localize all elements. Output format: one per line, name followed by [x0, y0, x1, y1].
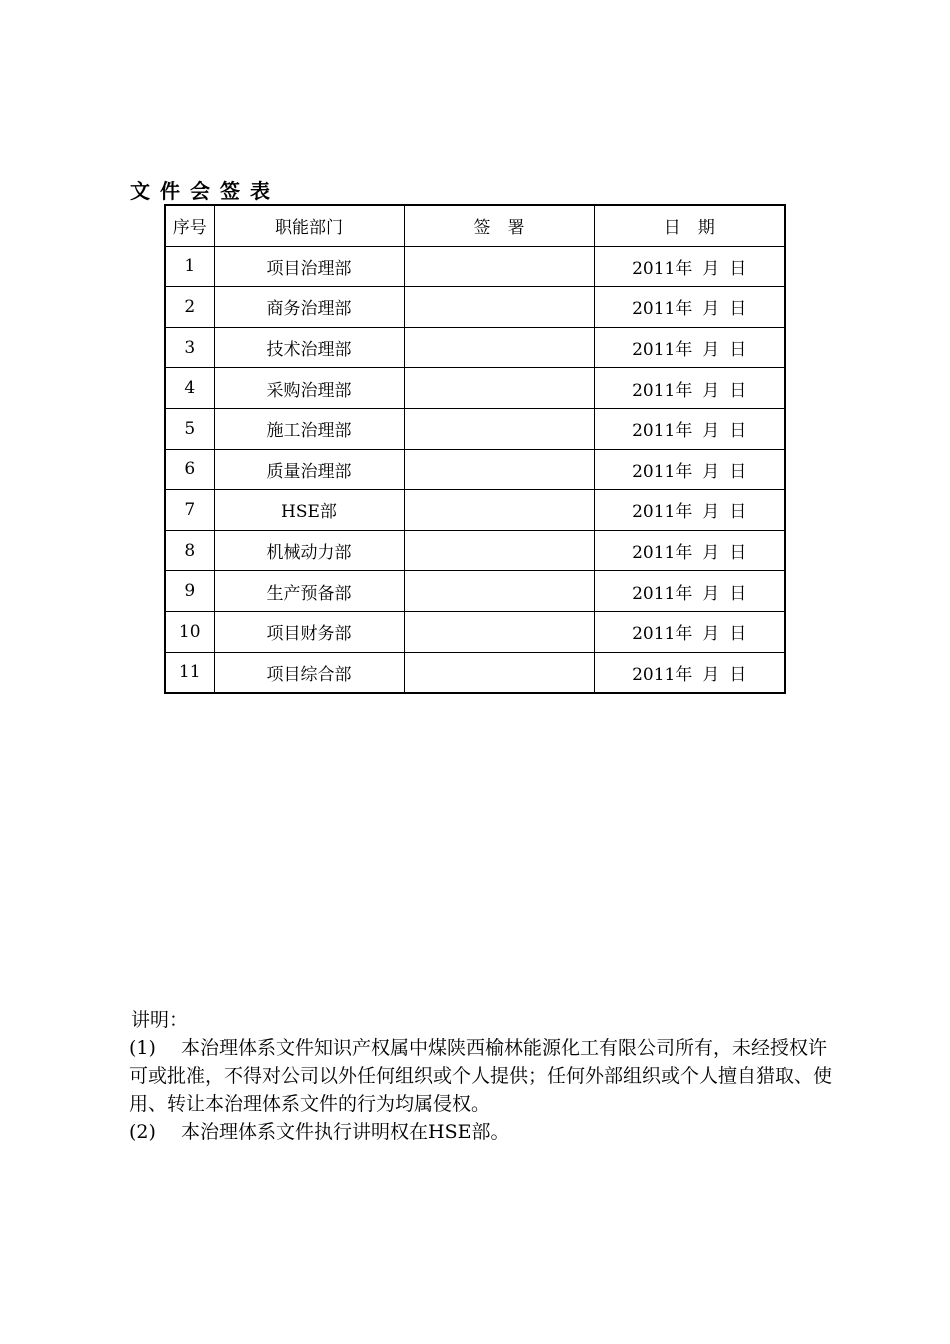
date-year: 2011年 [632, 421, 693, 442]
date-cell[interactable] [594, 327, 785, 368]
note-item-1 [113, 1034, 833, 1118]
signature-cell[interactable] [404, 530, 594, 571]
date-month: 月 [702, 461, 720, 482]
date-day: 日 [729, 502, 747, 523]
date-cell[interactable] [594, 449, 785, 490]
signature-cell[interactable] [404, 571, 594, 612]
date-month: 月 [702, 624, 720, 645]
department-cell: 机械动力部 [214, 530, 404, 571]
date-cell[interactable] [594, 368, 785, 409]
date-month: 月 [702, 299, 720, 320]
date-month: 月 [702, 380, 720, 401]
header-signature: 签 署 [404, 205, 594, 246]
header-department: 职能部门 [214, 205, 404, 246]
notes-label: 讲明： [131, 1009, 189, 1031]
date-year: 2011年 [632, 502, 693, 523]
date-cell[interactable] [594, 408, 785, 449]
department-cell: 技术治理部 [214, 327, 404, 368]
notes-section [113, 1006, 833, 1146]
date-day: 日 [729, 380, 747, 401]
date-day: 日 [729, 583, 747, 604]
date-cell[interactable] [594, 530, 785, 571]
date-month: 月 [702, 583, 720, 604]
date-day: 日 [729, 340, 747, 361]
table-header-row [165, 205, 785, 246]
department-cell: 采购治理部 [214, 368, 404, 409]
note-number: (2) [129, 1121, 156, 1143]
date-day: 日 [729, 543, 747, 564]
note-item-2 [113, 1118, 833, 1146]
table-row [165, 611, 785, 652]
date-cell[interactable] [594, 246, 785, 287]
date-month: 月 [702, 340, 720, 361]
department-cell: 生产预备部 [214, 571, 404, 612]
date-year: 2011年 [632, 583, 693, 604]
department-cell: 项目财务部 [214, 611, 404, 652]
serial-cell: 11 [165, 652, 214, 693]
countersign-table [164, 204, 786, 694]
serial-cell: 5 [165, 408, 214, 449]
date-cell[interactable] [594, 611, 785, 652]
date-day: 日 [729, 664, 747, 685]
date-month: 月 [702, 543, 720, 564]
signature-cell[interactable] [404, 652, 594, 693]
signature-cell[interactable] [404, 246, 594, 287]
note-text: 本治理体系文件执行讲明权在HSE部。 [181, 1121, 510, 1143]
serial-cell: 7 [165, 490, 214, 531]
department-cell: 项目治理部 [214, 246, 404, 287]
signature-cell[interactable] [404, 611, 594, 652]
signature-cell[interactable] [404, 327, 594, 368]
note-text: 本治理体系文件知识产权属中煤陕西榆林能源化工有限公司所有，未经授权许可或批准，不得对公司以外任何组织或个人提供；任何外部组织或个人擅自猎取、使用、转让本治理体系文件的行为均属侵权。 [129, 1037, 833, 1115]
serial-cell: 10 [165, 611, 214, 652]
table-row [165, 327, 785, 368]
date-year: 2011年 [632, 543, 693, 564]
table-row [165, 246, 785, 287]
signature-cell[interactable] [404, 449, 594, 490]
date-day: 日 [729, 624, 747, 645]
date-cell[interactable] [594, 490, 785, 531]
serial-cell: 2 [165, 287, 214, 328]
serial-cell: 1 [165, 246, 214, 287]
date-cell[interactable] [594, 287, 785, 328]
department-cell: HSE部 [214, 490, 404, 531]
department-cell: 项目综合部 [214, 652, 404, 693]
date-month: 月 [702, 664, 720, 685]
department-cell: 施工治理部 [214, 408, 404, 449]
date-day: 日 [729, 461, 747, 482]
signature-cell[interactable] [404, 490, 594, 531]
form-title: 文件会签表 [130, 179, 280, 203]
date-year: 2011年 [632, 258, 693, 279]
table-row [165, 449, 785, 490]
serial-cell: 8 [165, 530, 214, 571]
date-month: 月 [702, 421, 720, 442]
table-row [165, 368, 785, 409]
department-cell: 质量治理部 [214, 449, 404, 490]
table-row [165, 490, 785, 531]
table-row [165, 530, 785, 571]
date-cell[interactable] [594, 571, 785, 612]
date-cell[interactable] [594, 652, 785, 693]
date-day: 日 [729, 421, 747, 442]
date-month: 月 [702, 502, 720, 523]
signature-cell[interactable] [404, 408, 594, 449]
serial-cell: 9 [165, 571, 214, 612]
table-row [165, 408, 785, 449]
table-row [165, 287, 785, 328]
date-year: 2011年 [632, 461, 693, 482]
note-number: (1) [129, 1037, 156, 1059]
date-year: 2011年 [632, 380, 693, 401]
signature-cell[interactable] [404, 287, 594, 328]
date-day: 日 [729, 299, 747, 320]
table-row [165, 571, 785, 612]
date-month: 月 [702, 258, 720, 279]
department-cell: 商务治理部 [214, 287, 404, 328]
date-day: 日 [729, 258, 747, 279]
date-year: 2011年 [632, 624, 693, 645]
header-date: 日 期 [594, 205, 785, 246]
signature-cell[interactable] [404, 368, 594, 409]
serial-cell: 6 [165, 449, 214, 490]
serial-cell: 4 [165, 368, 214, 409]
date-year: 2011年 [632, 664, 693, 685]
date-year: 2011年 [632, 340, 693, 361]
table-row [165, 652, 785, 693]
date-year: 2011年 [632, 299, 693, 320]
header-serial: 序号 [165, 205, 214, 246]
serial-cell: 3 [165, 327, 214, 368]
